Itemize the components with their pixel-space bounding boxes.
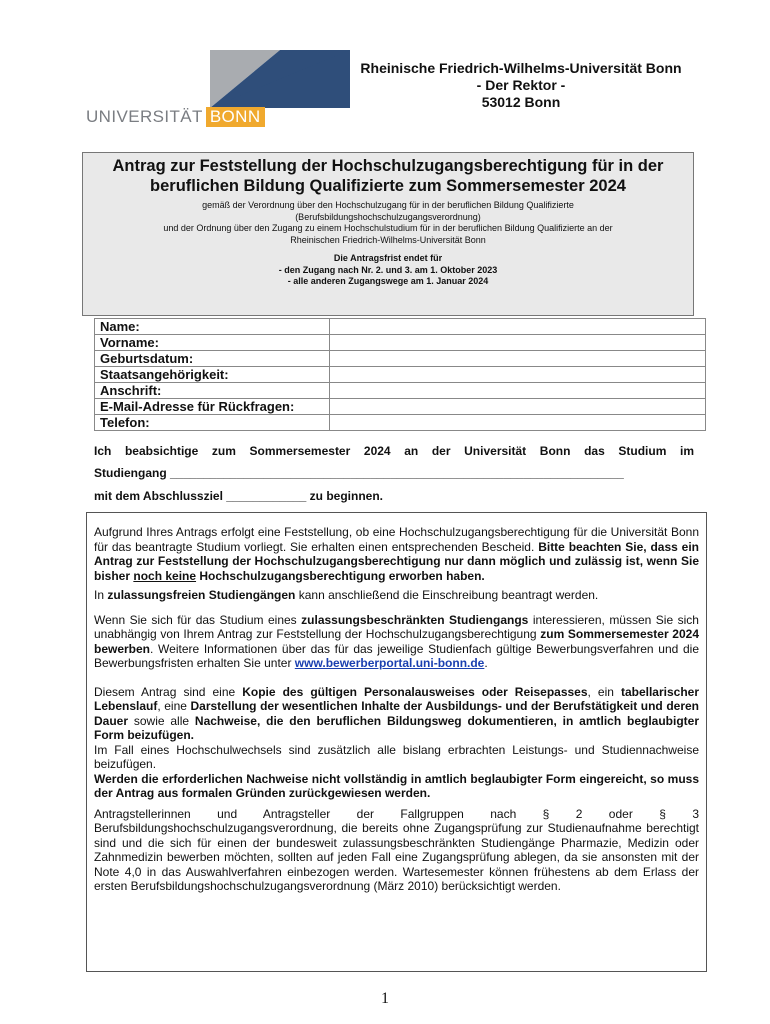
info-text: . Weitere Informationen über das für das jeweilige Studienfach gültige Bewerbungsverfahren und die Bewerbungsfristen erhalten Sie unter: [94, 641, 699, 670]
deadline-notice: [83, 253, 693, 288]
info-text: Diesem Antrag sind eine: [94, 684, 236, 699]
info-text: sowie alle: [133, 713, 190, 728]
info-text-bold: Kopie des gültigen Personalausweises oder Reisepasses: [242, 684, 588, 699]
field-label-name: Name:: [95, 319, 330, 335]
nationality-field[interactable]: [330, 367, 706, 383]
form-title: Antrag zur Feststellung der Hochschulzugangsberechtigung für in der beruflichen Bildung Qualifizierte zum Sommersemester 2024: [112, 157, 664, 195]
field-label-nationality: Staatsangehörigkeit:: [95, 367, 330, 383]
intent-line-1: Ich beabsichtige zum Sommersemester 2024 an der Universität Bonn das Studium im: [94, 444, 694, 458]
field-label-first-name: Vorname:: [95, 335, 330, 351]
info-text-bold: Nachweise, die den beruflichen Bildungsweg dokumentieren, in amtlich beglaubigter Form beizufügen.: [94, 713, 699, 742]
email-field[interactable]: [330, 399, 706, 415]
deadline-line: Die Antragsfrist endet für: [333, 253, 443, 263]
info-paragraph-free-programs: [94, 588, 699, 603]
address-line-city: 53012 Bonn: [481, 94, 561, 110]
deadline-line: - den Zugang nach Nr. 2. und 3. am 1. Oktober 2023: [278, 264, 498, 275]
field-label-email: E-Mail-Adresse für Rückfragen:: [95, 399, 330, 415]
address-line-rector: - Der Rektor -: [476, 77, 566, 93]
info-text-bold: Bitte beachten Sie, dass ein Antrag zur Feststellung der Hochschulzugangsberechtigung nur dann möglich und zulässig ist, wenn Sie bisher: [94, 539, 699, 583]
table-row: [95, 319, 706, 335]
form-header-box: [82, 152, 694, 316]
info-text-bold: tabellarischer Lebenslauf: [94, 684, 700, 713]
info-text-underlined: noch keine: [133, 568, 197, 583]
info-paragraph-rejection-warning: Werden die erforderlichen Nachweise nicht vollständig in amtlich beglaubigter Form eingereicht, so muss der Antrag aus formalen Gründen zurückgewiesen werden.: [94, 771, 699, 800]
info-text-bold: Hochschulzugangsberechtigung erworben haben.: [199, 568, 485, 583]
field-label-phone: Telefon:: [95, 415, 330, 431]
first-name-field[interactable]: [330, 335, 706, 351]
table-row: [95, 383, 706, 399]
information-box: [86, 512, 707, 972]
table-row: [95, 335, 706, 351]
info-text-bold: zum Sommersemester 2024 bewerben: [94, 627, 699, 656]
legal-basis-line: und der Ordnung über den Zugang zu einem Hochschulstudium für in der beruflichen Bildung Qualifizierte an der: [163, 223, 613, 233]
logo-wordmark: [86, 107, 265, 127]
info-paragraph-entrance-exam: Antragstellerinnen und Antragsteller der Fallgruppen nach § 2 oder § 3 Berufsbildungshochschulzugangsverordnung, die bereits ohne Zugangsprüfung zur Studienaufnahme berechtigt sind und die sich für einen der bundesweit zulassungsbeschränkten Studiengänge Pharmazie, Medizin oder Zahnmedizin bewerben möchten, sollten auf jeden Fall eine Zugangsprüfung ablegen, da sie ansonsten mit der Note 4,0 in das Auswahlverfahren einbezogen werden. Wartesemester können frühestens ab dem Erlass der ersten Berufsbildungshochschulzugangsverordnung (März 2010) berücksichtigt werden.: [94, 806, 699, 893]
name-field[interactable]: [330, 319, 706, 335]
info-text: Wenn Sie sich für das Studium eines: [94, 612, 297, 627]
degree-goal-line[interactable]: mit dem Abschlussziel ____________ zu beginnen.: [94, 489, 384, 503]
applicant-portal-link[interactable]: www.bewerberportal.uni-bonn.de: [294, 656, 485, 670]
table-row: [95, 399, 706, 415]
info-text: , ein: [587, 684, 614, 699]
address-line-university: Rheinische Friedrich-Wilhelms-Universität Bonn: [360, 60, 682, 76]
table-row: [95, 367, 706, 383]
info-text-bold: zulassungsbeschränkten Studiengangs: [301, 612, 529, 627]
recipient-address: [316, 60, 726, 111]
legal-basis-line: gemäß der Verordnung über den Hochschulzugang für in der beruflichen Bildung Qualifizierte: [202, 200, 574, 210]
info-text: In: [94, 588, 105, 602]
info-paragraph-restricted-programs: [94, 613, 699, 671]
info-paragraph-assessment: [94, 525, 699, 583]
phone-field[interactable]: [330, 415, 706, 431]
info-text-bold: Darstellung der wesentlichen Inhalte der Ausbildungs- und der Berufstätigkeit und deren Dauer: [94, 699, 699, 728]
legal-basis-line: Rheinischen Friedrich-Wilhelms-Universität Bonn: [290, 234, 486, 245]
info-text: kann anschließend die Einschreibung beantragt werden.: [298, 588, 599, 602]
university-logo: [86, 50, 296, 130]
info-text-bold: zulassungsfreien Studiengängen: [107, 588, 296, 602]
info-text: interessieren, müssen Sie sich unabhängig von Ihrem Antrag zur Feststellung der Hochschulzugangsberechtigung: [94, 612, 699, 641]
field-label-birth-date: Geburtsdatum:: [95, 351, 330, 367]
info-text: Aufgrund Ihres Antrags erfolgt eine Feststellung, ob eine Hochschulzugangsberechtigung für die Universität Bonn für das beantragte Studium vorliegt. Sie erhalten einen entsprechenden Bescheid.: [94, 525, 699, 554]
logo-word-bonn: BONN: [206, 107, 265, 127]
field-label-address: Anschrift:: [95, 383, 330, 399]
table-row: [95, 351, 706, 367]
info-paragraph-attachments: [94, 685, 699, 743]
personal-data-table: [94, 318, 706, 431]
legal-basis-line: (Berufsbildungshochschulzugangsverordnung): [295, 211, 481, 222]
info-text: , eine: [157, 699, 187, 713]
study-program-line[interactable]: Studiengang ____________________________________________________________________: [94, 466, 624, 480]
info-paragraph-university-change: Im Fall eines Hochschulwechsels sind zusätzlich alle bislang erbrachten Leistungs- und Studiennachweise beizufügen.: [94, 742, 699, 771]
legal-basis: [83, 200, 693, 246]
deadline-line: - alle anderen Zugangswege am 1. Januar 2024: [287, 276, 489, 286]
logo-word-universitaet: UNIVERSITÄT: [86, 107, 203, 126]
table-row: [95, 415, 706, 431]
page-number: 1: [381, 990, 389, 1007]
info-text: .: [484, 656, 488, 670]
address-field[interactable]: [330, 383, 706, 399]
birth-date-field[interactable]: [330, 351, 706, 367]
